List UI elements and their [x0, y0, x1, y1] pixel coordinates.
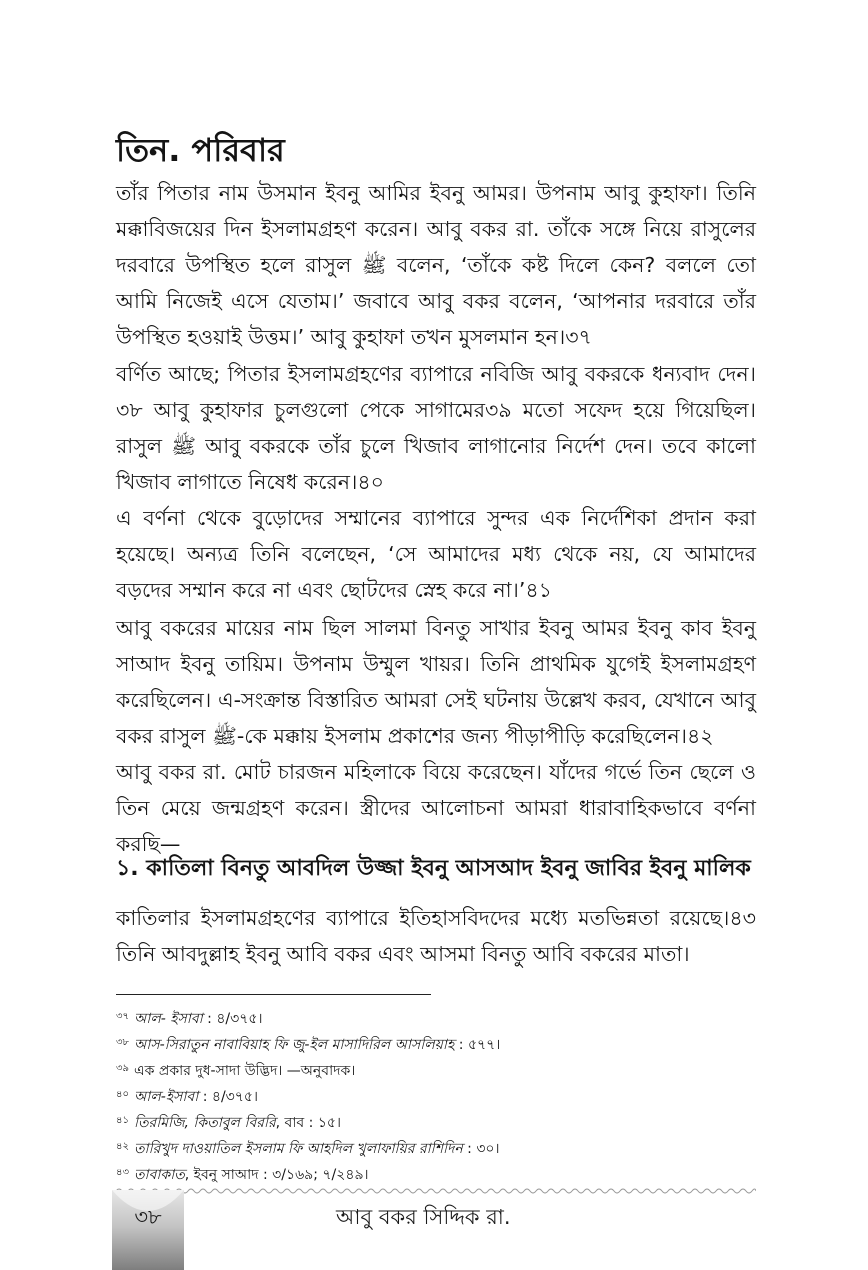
section-heading: তিন. পরিবার [116, 131, 285, 169]
page-number: ৩৮ [134, 1205, 162, 1229]
footnote-38: $^{৩৮}$ আস-সিরাতুন নাবাবিয়াহ ফি জু-ইল মাসাদিরিল আসলিয়াহ : ৫৭৭। [116, 1037, 501, 1053]
footnotes [116, 1004, 756, 1186]
subsection-heading: ১. কাতিলা বিনতু আবদিল উজ্জা ইবনু আসআদ ইবনু জাবির ইবনু মালিক [116, 856, 751, 881]
footnote-42: $^{৪২}$ তারিখুদ দাওয়াতিল ইসলাম ফি আহদিল খুলাফায়ির রাশিদিন : ৩০। [116, 1141, 500, 1157]
footnote-39: $^{৩৯}$ এক প্রকার দুধ-সাদা উদ্ভিদ। —অনুবাদক। [116, 1063, 356, 1079]
footnote-divider [116, 994, 431, 995]
paragraph-wives: আবু বকর রা. মোট চারজন মহিলাকে বিয়ে করেছেন। যাঁদের গর্ভে তিন ছেলে ও তিন মেয়ে জন্মগ্রহণ করেন। স্ত্রীদের আলোচনা আমরা ধারাবাহিকভাবে বর্ণনা করছি— [116, 760, 756, 856]
footnote-41: $^{৪১}$ তিরমিজি, কিতাবুল বিররি, বাব : ১৫। [116, 1115, 341, 1131]
footer-wave-divider [116, 1187, 756, 1195]
footnote-40: $^{৪০}$ আল-ইসাবা : ৪/৩৭৫। [116, 1089, 258, 1105]
paragraph-khizab: বর্ণিত আছে; পিতার ইসলামগ্রহণের ব্যাপারে নবিজি আবু বকরকে ধন্যবাদ দেন।৩৮ আবু কুহাফার চুলগুলো পেকে সাগামের৩৯ মতো সফেদ হয়ে গিয়েছিল। রাসুল ﷺ আবু বকরকে তাঁর চুলে খিজাব লাগানোর নির্দেশ দেন। তবে কালো খিজাব লাগাতে নিষেধ করেন।৪০ [116, 362, 756, 494]
paragraph-qatila: কাতিলার ইসলামগ্রহণের ব্যাপারে ইতিহাসবিদদের মধ্যে মতভিন্নতা রয়েছে।৪৩ তিনি আবদুল্লাহ ইবনু আবি বকর এবং আসমা বিনতু আবি বকরের মাতা। [116, 906, 756, 966]
paragraph-elders: এ বর্ণনা থেকে বুড়োদের সম্মানের ব্যাপারে সুন্দর এক নির্দেশিকা প্রদান করা হয়েছে। অন্যত্র তিনি বলেছেন, ‘সে আমাদের মধ্য থেকে নয়, যে আমাদের বড়দের সম্মান করে না এবং ছোটদের স্নেহ করে না।’৪১ [116, 506, 756, 602]
footnote-43: $^{৪৩}$ তাবাকাত, ইবনু সাআদ : ৩/১৬৯; ৭/২৪৯। [116, 1167, 369, 1183]
footnote-37: $^{৩৭}$ আল- ইসাবা : ৪/৩৭৫। [116, 1011, 263, 1027]
paragraph-father: তাঁর পিতার নাম উসমান ইবনু আমির ইবনু আমর। উপনাম আবু কুহাফা। তিনি মক্কাবিজয়ের দিন ইসলামগ্রহণ করেন। আবু বকর রা. তাঁকে সঙ্গে নিয়ে রাসুলের দরবারে উপস্থিত হলে রাসুল ﷺ বলেন, ‘তাঁকে কষ্ট দিলে কেন? বললে তো আমি নিজেই এসে যেতাম।’ জবাবে আবু বকর বলেন, ‘আপনার দরবারে তাঁর উপস্থিত হওয়াই উত্তম।’ আবু কুহাফা তখন মুসলমান হন।৩৭ [116, 181, 757, 349]
paragraph-mother: আবু বকরের মায়ের নাম ছিল সালমা বিনতু সাখার ইবনু আমর ইবনু কাব ইবনু সাআদ ইবনু তায়িম। উপনাম উম্মুল খায়র। তিনি প্রাথমিক যুগেই ইসলামগ্রহণ করেছিলেন। এ-সংক্রান্ত বিস্তারিত আমরা সেই ঘটনায় উল্লেখ করব, যেখানে আবু বকর রাসুল ﷺ-কে মক্কায় ইসলাম প্রকাশের জন্য পীড়াপীড়ি করেছিলেন।৪২ [116, 616, 756, 748]
running-title: আবু বকর সিদ্দিক রা. [336, 1205, 511, 1229]
